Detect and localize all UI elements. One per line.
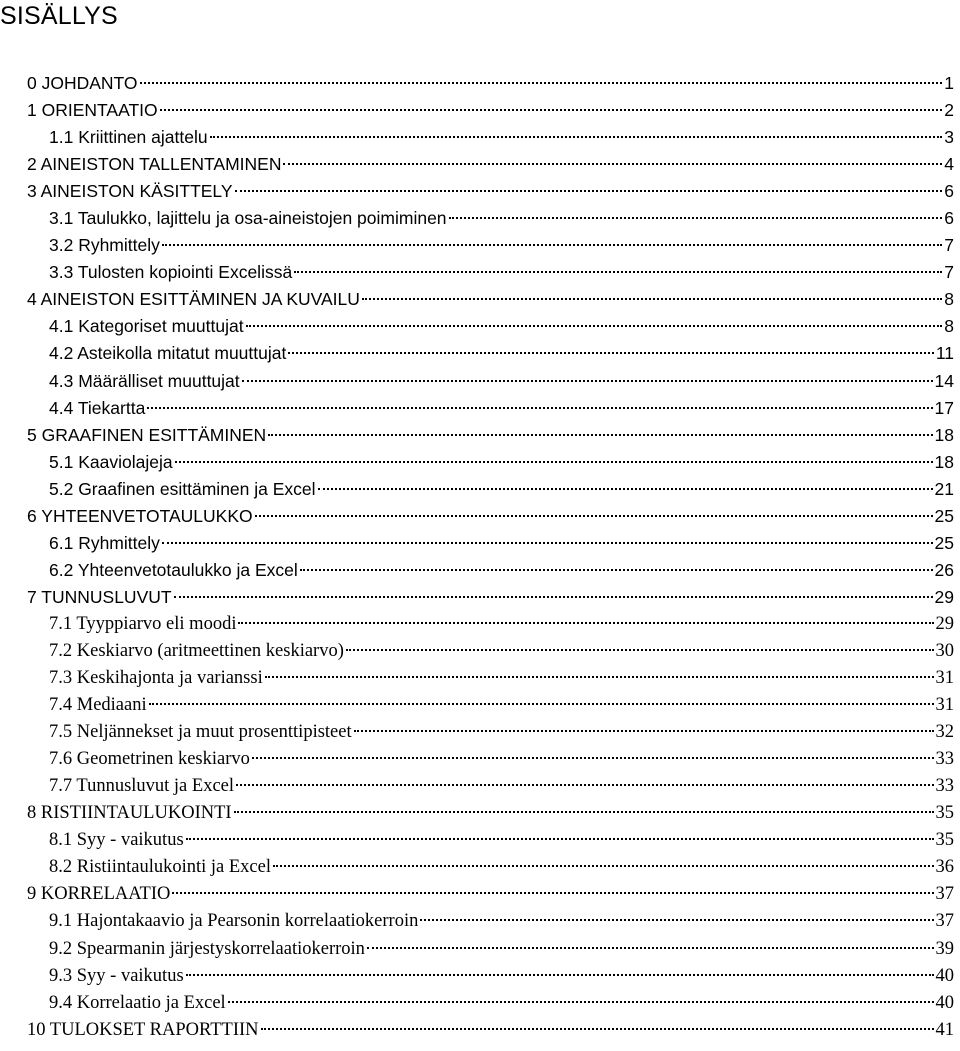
toc-entry-page-number: 33 [935, 749, 954, 770]
toc-entry-label: 7.7 Tunnusluvut ja Excel [49, 776, 235, 797]
toc-entry[interactable] [27, 313, 954, 340]
toc-entry-page-number: 30 [935, 640, 954, 661]
toc-entry-label: 9.4 Korrelaatio ja Excel [49, 992, 226, 1013]
toc-entry[interactable] [27, 719, 954, 746]
toc-entry[interactable] [27, 611, 954, 638]
toc-entry-label: 9.1 Hajontakaavio ja Pearsonin korrelaatiokerroin [49, 911, 419, 932]
toc-entry[interactable] [27, 746, 954, 773]
toc-entry-label: 7.1 Tyyppiarvo eli moodi [49, 613, 237, 634]
toc-entry-page-number: 3 [944, 127, 954, 148]
dot-leader [235, 190, 943, 192]
toc-entry-page-number: 8 [944, 316, 954, 337]
toc-entry-label: 7.5 Neljännekset ja muut prosenttipisteet [49, 722, 352, 743]
toc-entry-page-number: 33 [935, 776, 954, 797]
toc-entry-label: 4.4 Tiekartta [49, 397, 146, 418]
toc-entry-page-number: 14 [934, 370, 954, 391]
toc-entry-label: 6.2 Yhteenvetotaulukko ja Excel [49, 559, 298, 580]
toc-entry-page-number: 7 [944, 262, 954, 283]
toc-entry-page-number: 40 [935, 965, 954, 986]
dot-leader [210, 136, 943, 138]
toc-entry-label: 9 KORRELAATIO [27, 884, 171, 905]
toc-entry-page-number: 35 [935, 803, 954, 824]
toc-entry-label: 0 JOHDANTO [27, 73, 138, 93]
toc-entry-label: 8.2 Ristiintaulukointi ja Excel [49, 857, 271, 878]
toc-entry-label: 7 TUNNUSLUVUT [27, 586, 172, 607]
toc-entry[interactable] [27, 395, 954, 422]
toc-entry[interactable] [27, 232, 954, 259]
dot-leader [234, 811, 934, 813]
toc-entry[interactable] [27, 368, 954, 395]
toc-entry-page-number: 29 [935, 613, 954, 634]
dot-leader [362, 298, 942, 300]
toc-entry-page-number: 40 [935, 992, 954, 1013]
toc-entry[interactable] [27, 908, 954, 935]
toc-entry-page-number: 39 [935, 938, 954, 959]
toc-entry-page-number: 29 [934, 586, 954, 607]
toc-entry-label: 4.3 Määrälliset muuttujat [49, 370, 240, 391]
toc-entry[interactable] [27, 340, 954, 367]
toc-entry-label: 3 AINEISTON KÄSITTELY [27, 181, 233, 202]
dot-leader [367, 947, 934, 949]
toc-entry[interactable] [27, 286, 954, 313]
toc-entry[interactable] [27, 557, 954, 584]
table-of-contents [27, 70, 954, 1044]
toc-entry[interactable] [27, 692, 954, 719]
toc-entry-page-number: 21 [934, 478, 954, 499]
toc-entry-page-number: 17 [934, 397, 954, 418]
toc-entry-label: 3.2 Ryhmittely [49, 235, 160, 256]
dot-leader [300, 569, 933, 571]
toc-entry-label: 9.3 Syy - vaikutus [49, 965, 184, 986]
toc-entry-label: 7.3 Keskihajonta ja varianssi [49, 668, 263, 689]
toc-entry[interactable] [27, 151, 954, 178]
toc-entry-page-number: 8 [944, 289, 954, 310]
toc-entry-page-number: 25 [934, 532, 954, 553]
toc-entry-label: 5 GRAAFINEN ESITTÄMINEN [27, 424, 267, 445]
dot-leader [255, 515, 933, 517]
dot-leader [294, 271, 942, 273]
toc-entry[interactable] [27, 503, 954, 530]
toc-entry-label: 7.2 Keskiarvo (aritmeettinen keskiarvo) [49, 640, 344, 661]
toc-entry-label: 6.1 Ryhmittely [49, 532, 160, 553]
toc-entry[interactable] [27, 827, 954, 854]
toc-entry[interactable] [27, 936, 954, 963]
toc-entry[interactable] [27, 259, 954, 286]
toc-entry-label: 4 AINEISTON ESITTÄMINEN JA KUVAILU [27, 289, 360, 310]
toc-entry[interactable] [27, 178, 954, 205]
dot-leader [228, 1001, 934, 1003]
toc-entry-label: 2 AINEISTON TALLENTAMINEN [27, 154, 282, 175]
dot-leader [265, 676, 934, 678]
toc-entry-label: 6 YHTEENVETOTAULUKKO [27, 505, 253, 526]
toc-entry[interactable] [27, 1017, 954, 1044]
dot-leader [283, 163, 942, 165]
dot-leader [420, 919, 933, 921]
toc-entry[interactable] [27, 854, 954, 881]
toc-entry-page-number: 37 [935, 911, 954, 932]
toc-entry[interactable] [27, 449, 954, 476]
toc-entry-label: 1 ORIENTAATIO [27, 100, 158, 121]
dot-leader [288, 352, 933, 354]
toc-entry[interactable] [27, 665, 954, 692]
toc-entry-label: 3.1 Taulukko, lajittelu ja osa-aineistojen poimiminen [49, 208, 447, 229]
dot-leader [172, 892, 933, 894]
toc-entry-label: 9.2 Spearmanin järjestyskorrelaatiokerroin [49, 938, 365, 959]
toc-entry[interactable] [27, 638, 954, 665]
toc-entry-page-number: 26 [934, 559, 954, 580]
toc-entry-page-number: 31 [935, 695, 954, 716]
toc-entry-label: 7.4 Mediaani [49, 695, 147, 716]
toc-entry-page-number: 31 [935, 668, 954, 689]
toc-entry[interactable] [27, 584, 954, 611]
toc-entry[interactable] [27, 97, 954, 124]
dot-leader [346, 649, 934, 651]
toc-entry[interactable] [27, 963, 954, 990]
page-title: SISÄLLYS [0, 2, 118, 30]
toc-entry[interactable] [27, 530, 954, 557]
toc-entry-page-number: 7 [944, 235, 954, 256]
toc-entry-page-number: 1 [944, 73, 954, 93]
toc-entry[interactable] [27, 70, 954, 97]
dot-leader [186, 838, 934, 840]
toc-entry-label: 7.6 Geometrinen keskiarvo [49, 749, 250, 770]
toc-entry-page-number: 25 [934, 505, 954, 526]
toc-entry-page-number: 35 [935, 830, 954, 851]
dot-leader [261, 1028, 934, 1030]
toc-entry-page-number: 18 [934, 424, 954, 445]
dot-leader [238, 622, 933, 624]
dot-leader [162, 542, 933, 544]
dot-leader [242, 380, 933, 382]
dot-leader [246, 325, 943, 327]
toc-entry-page-number: 32 [935, 722, 954, 743]
toc-entry-label: 4.2 Asteikolla mitatut muuttujat [49, 343, 287, 364]
dot-leader [252, 757, 934, 759]
toc-entry[interactable] [27, 476, 954, 503]
dot-leader [160, 109, 943, 111]
toc-entry-label: 1.1 Kriittinen ajattelu [49, 127, 208, 148]
toc-entry-page-number: 6 [944, 181, 954, 202]
toc-entry[interactable] [27, 205, 954, 232]
toc-entry-page-number: 37 [935, 884, 954, 905]
dot-leader [162, 244, 942, 246]
toc-entry-label: 5.1 Kaaviolajeja [49, 451, 173, 472]
toc-entry-label: 8.1 Syy - vaikutus [49, 830, 184, 851]
dot-leader [140, 82, 943, 84]
toc-entry-page-number: 36 [935, 857, 954, 878]
dot-leader [318, 488, 933, 490]
toc-entry[interactable] [27, 881, 954, 908]
toc-entry-page-number: 18 [934, 451, 954, 472]
toc-entry-label: 4.1 Kategoriset muuttujat [49, 316, 244, 337]
dot-leader [449, 217, 943, 219]
dot-leader [268, 434, 932, 436]
toc-entry-label: 8 RISTIINTAULUKOINTI [27, 803, 232, 824]
dot-leader [175, 461, 933, 463]
toc-entry-page-number: 6 [944, 208, 954, 229]
dot-leader [147, 407, 932, 409]
dot-leader [174, 596, 933, 598]
toc-entry-label: 10 TULOKSET RAPORTTIIN [27, 1019, 259, 1040]
dot-leader [186, 974, 934, 976]
toc-entry[interactable] [27, 800, 954, 827]
toc-entry[interactable] [27, 124, 954, 151]
toc-entry[interactable] [27, 773, 954, 800]
toc-entry[interactable] [27, 990, 954, 1017]
toc-entry-page-number: 4 [944, 154, 954, 175]
dot-leader [149, 703, 934, 705]
dot-leader [236, 784, 933, 786]
toc-entry-page-number: 2 [944, 100, 954, 121]
toc-entry-label: 3.3 Tulosten kopiointi Excelissä [49, 262, 293, 283]
toc-entry-label: 5.2 Graafinen esittäminen ja Excel [49, 478, 316, 499]
dot-leader [273, 865, 934, 867]
toc-entry-page-number: 11 [935, 343, 954, 364]
toc-entry-page-number: 41 [935, 1019, 954, 1040]
dot-leader [354, 730, 934, 732]
toc-entry[interactable] [27, 422, 954, 449]
